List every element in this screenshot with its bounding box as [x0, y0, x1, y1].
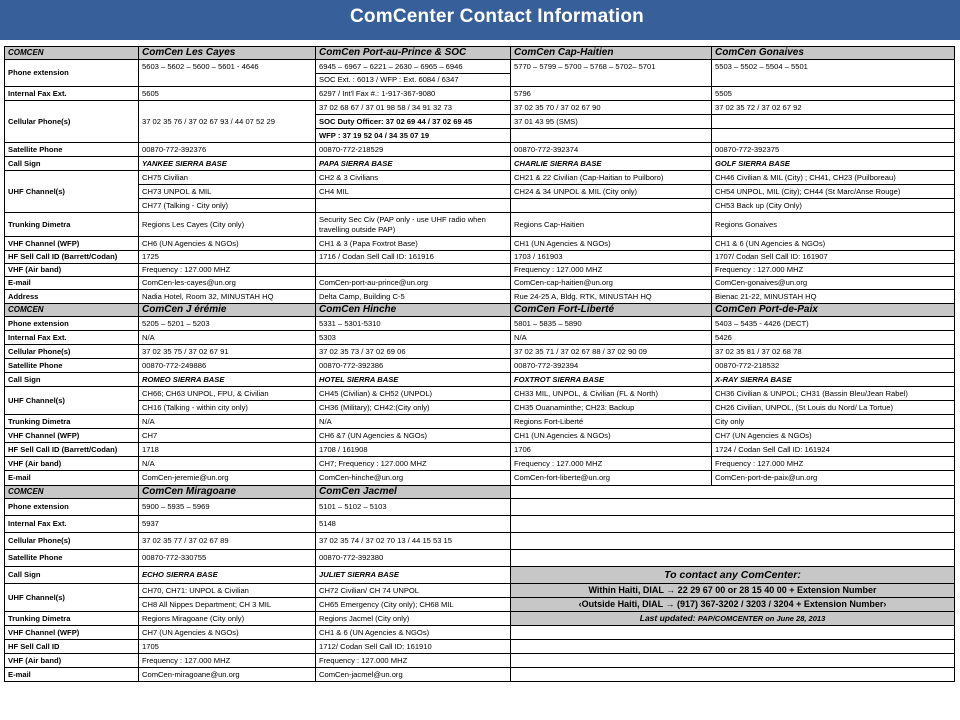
blank-area: [511, 668, 955, 682]
cell: Regions Jacmel (City only): [316, 612, 511, 626]
cell: 1712/ Codan Sell Call ID: 161910: [316, 640, 511, 654]
label-internal-fax: Internal Fax Ext.: [5, 87, 139, 101]
cell: [511, 129, 712, 143]
label-email: E-mail: [5, 277, 139, 290]
email-link[interactable]: ComCen-les-cayes@un.org: [139, 277, 316, 290]
cell: SOC Duty Officer: 37 02 69 44 / 37 02 69 45: [316, 115, 511, 129]
label-call-sign: Call Sign: [5, 157, 139, 171]
cell: Frequency : 127.000 MHZ: [139, 264, 316, 277]
cell: CH72 Civilian/ CH 74 UNPOL: [316, 584, 511, 598]
cell: Regions Les Cayes (City only): [139, 213, 316, 237]
blank-area: [511, 486, 955, 499]
cell: CH35 Ouanaminthe; CH23: Backup: [511, 401, 712, 415]
table-row: [5, 264, 955, 277]
cell: ROMEO SIERRA BASE: [139, 373, 316, 387]
table-row: [5, 471, 955, 486]
header-cap-haitien: ComCen Cap-Haitien: [511, 47, 712, 60]
blank-area: [511, 516, 955, 533]
table-row: [5, 199, 955, 213]
cell: CH65 Emergency (City only); CH68 MIL: [316, 598, 511, 612]
cell: 37 02 35 77 / 37 02 67 89: [139, 533, 316, 550]
table-row: [5, 429, 955, 443]
comcen-label: COMCEN: [5, 47, 139, 60]
email-link[interactable]: ComCen-port-de-paix@un.org: [712, 471, 955, 486]
cell: Nadia Hotel, Room 32, MINUSTAH HQ: [139, 290, 316, 304]
contact-outside-haiti: ‹Outside Haiti, DIAL → (917) 367-3202 / 3203 / 3204 + Extension Number›: [511, 598, 955, 612]
cell: Frequency : 127.000 MHZ: [511, 264, 712, 277]
cell: 1724 / Codan Sell Call ID: 161924: [712, 443, 955, 457]
table-row: [5, 359, 955, 373]
table-row: [5, 237, 955, 251]
label-cellular: Cellular Phone(s): [5, 101, 139, 143]
cell: 37 02 68 67 / 37 01 98 58 / 34 91 32 73: [316, 101, 511, 115]
table-row: [5, 373, 955, 387]
cell: 5148: [316, 516, 511, 533]
cell: 5796: [511, 87, 712, 101]
cell: 37 02 35 76 / 37 02 67 93 / 44 07 52 29: [139, 101, 316, 143]
cell: 5101 – 5102 – 5103: [316, 499, 511, 516]
cell: 5603 – 5602 – 5600 – 5601 - 4646: [139, 60, 316, 87]
cell: CH4 MIL: [316, 185, 511, 199]
cell: Frequency : 127.000 MHZ: [712, 264, 955, 277]
cell: [511, 199, 712, 213]
cell: CH36 Civilian & UNPOL; CH31 (Bassin Bleu/Jean Rabel): [712, 387, 955, 401]
cell: 1718: [139, 443, 316, 457]
cell: Frequency : 127.000 MHZ: [511, 457, 712, 471]
blank-area: [511, 550, 955, 567]
blank-area: [511, 533, 955, 550]
header-les-cayes: ComCen Les Cayes: [139, 47, 316, 60]
cell: 00870-772-392380: [316, 550, 511, 567]
cell: CH7; Frequency : 127.000 MHZ: [316, 457, 511, 471]
cell: 00870-772-392376: [139, 143, 316, 157]
label-vhf-wfp: VHF Channel (WFP): [5, 626, 139, 640]
table-row: [5, 584, 955, 598]
cell: PAPA SIERRA BASE: [316, 157, 511, 171]
cell: HOTEL SIERRA BASE: [316, 373, 511, 387]
header-fort-liberte: ComCen Fort-Liberté: [511, 304, 712, 317]
cell: Regions Gonaives: [712, 213, 955, 237]
cell: 5303: [316, 331, 511, 345]
cell: 5605: [139, 87, 316, 101]
cell: CH33 MIL, UNPOL, & Civilian (FL & North): [511, 387, 712, 401]
label-vhf-air: VHF (Air band): [5, 457, 139, 471]
block3-header-row: [5, 486, 955, 499]
cell: Regions Cap-Haitien: [511, 213, 712, 237]
title-banner: [0, 0, 960, 40]
email-link[interactable]: ComCen-hinche@un.org: [316, 471, 511, 486]
cell: Regions Fort-Liberté: [511, 415, 712, 429]
label-satellite: Satellite Phone: [5, 550, 139, 567]
label-satellite: Satellite Phone: [5, 143, 139, 157]
table-row: [5, 185, 955, 199]
cell: 6945 – 6967 – 6221 – 2630 – 6965 – 6946: [316, 60, 511, 74]
email-link[interactable]: ComCen-jacmel@un.org: [316, 668, 511, 682]
cell: 5403 – 5435 - 4426 (DECT): [712, 317, 955, 331]
blank-area: [511, 640, 955, 654]
cell: 1708 / 161908: [316, 443, 511, 457]
comcen-label: COMCEN: [5, 304, 139, 317]
contact-box-title: To contact any ComCenter:: [511, 567, 955, 584]
table-row: [5, 317, 955, 331]
label-hf: HF Sell Call ID (Barrett/Codan): [5, 443, 139, 457]
cell: 00870-772-392386: [316, 359, 511, 373]
cell: CH53 Back up (City Only): [712, 199, 955, 213]
cell: CH77 (Talking - City only): [139, 199, 316, 213]
table-row: [5, 415, 955, 429]
label-hf: HF Sell Call ID (Barrett/Codan): [5, 251, 139, 264]
label-trunking: Trunking Dimetra: [5, 415, 139, 429]
table-row: [5, 143, 955, 157]
cell: 00870-772-249886: [139, 359, 316, 373]
header-port-au-prince: ComCen Port-au-Prince & SOC: [316, 47, 511, 60]
label-vhf-air: VHF (Air band): [5, 264, 139, 277]
label-call-sign: Call Sign: [5, 373, 139, 387]
label-uhf: UHF Channel(s): [5, 387, 139, 415]
table-row: [5, 401, 955, 415]
table-row: [5, 550, 955, 567]
label-vhf-wfp: VHF Channel (WFP): [5, 237, 139, 251]
label-call-sign: Call Sign: [5, 567, 139, 584]
cell: CH1 (UN Agencies & NGOs): [511, 429, 712, 443]
cell: 37 02 35 74 / 37 02 70 13 / 44 15 53 15: [316, 533, 511, 550]
cell: CH6 &7 (UN Agencies & NGOs): [316, 429, 511, 443]
cell: N/A: [139, 415, 316, 429]
cell: CH24 & 34 UNPOL & MIL (City only): [511, 185, 712, 199]
label-phone-extension: Phone extension: [5, 60, 139, 87]
cell: CH70, CH71: UNPOL & Civilian: [139, 584, 316, 598]
cell: 1716 / Codan Sell Call ID: 161916: [316, 251, 511, 264]
cell: 00870-772-218529: [316, 143, 511, 157]
cell: N/A: [511, 331, 712, 345]
cell: Delta Camp, Building C-5: [316, 290, 511, 304]
cell: CH6 (UN Agencies & NGOs): [139, 237, 316, 251]
email-link[interactable]: ComCen-port-au-prince@un.org: [316, 277, 511, 290]
cell: Frequency : 127.000 MHZ: [316, 654, 511, 668]
cell: CH45 (Civilian) & CH52 (UNPOL): [316, 387, 511, 401]
table-row: [5, 626, 955, 640]
label-phone-extension: Phone extension: [5, 317, 139, 331]
cell: 6297 / Int'l Fax #.: 1-917-367-9080: [316, 87, 511, 101]
cell: 00870-772-218532: [712, 359, 955, 373]
cell: 37 01 43 95 (SMS): [511, 115, 712, 129]
cell: 5770 – 5799 – 5700 – 5768 – 5702– 5701: [511, 60, 712, 87]
cell: CH54 UNPOL, MIL (City); CH44 (St Marc/Anse Rouge): [712, 185, 955, 199]
table-row: [5, 612, 955, 626]
label-trunking: Trunking Dimetra: [5, 213, 139, 237]
header-hinche: ComCen Hinche: [316, 304, 511, 317]
cell: N/A: [316, 415, 511, 429]
cell: CH73 UNPOL & MIL: [139, 185, 316, 199]
table-row: [5, 345, 955, 359]
table-row: [5, 640, 955, 654]
table-row: [5, 157, 955, 171]
cell: 1705: [139, 640, 316, 654]
cell: [316, 213, 511, 237]
cell: 5900 – 5935 – 5969: [139, 499, 316, 516]
cell: 00870-772-392375: [712, 143, 955, 157]
cell: 5503 – 5502 – 5504 – 5501: [712, 60, 955, 87]
trunking-pap-line2: travelling outside PAP): [319, 224, 396, 234]
email-link[interactable]: ComCen-miragoane@un.org: [139, 668, 316, 682]
table-row: [5, 499, 955, 516]
cell: CH75 Civilian: [139, 171, 316, 185]
label-vhf-wfp: VHF Channel (WFP): [5, 429, 139, 443]
label-email: E-mail: [5, 668, 139, 682]
label-uhf: UHF Channel(s): [5, 584, 139, 612]
header-gonaives: ComCen Gonaives: [712, 47, 955, 60]
cell: JULIET SIERRA BASE: [316, 567, 511, 584]
blank-area: [511, 499, 955, 516]
cell: 5937: [139, 516, 316, 533]
table-row: [5, 443, 955, 457]
cell: SOC Ext. : 6013 / WFP : Ext. 6084 / 6347: [316, 74, 511, 87]
cell: FOXTROT SIERRA BASE: [511, 373, 712, 387]
cell: 37 02 35 71 / 37 02 67 88 / 37 02 90 09: [511, 345, 712, 359]
cell: CH2 & 3 Civilians: [316, 171, 511, 185]
cell: Frequency : 127.000 MHZ: [139, 654, 316, 668]
cell: 00870-772-330755: [139, 550, 316, 567]
cell: CH7 (UN Agencies & NGOs): [712, 429, 955, 443]
cell: 1703 / 161903: [511, 251, 712, 264]
cell: YANKEE SIERRA BASE: [139, 157, 316, 171]
cell: 5205 – 5201 – 5203: [139, 317, 316, 331]
header-jacmel: ComCen Jacmel: [316, 486, 511, 499]
table-row: [5, 87, 955, 101]
label-satellite: Satellite Phone: [5, 359, 139, 373]
cell: CH36 (Military); CH42:(City only): [316, 401, 511, 415]
table-row: [5, 654, 955, 668]
last-updated: [511, 612, 955, 626]
label-internal-fax: Internal Fax Ext.: [5, 331, 139, 345]
comcen-label: COMCEN: [5, 486, 139, 499]
email-link[interactable]: ComCen-gonaives@un.org: [712, 277, 955, 290]
label-email: E-mail: [5, 471, 139, 486]
cell: Regions Miragoane (City only): [139, 612, 316, 626]
cell: CH26 Civilian, UNPOL, (St Louis du Nord/ La Tortue): [712, 401, 955, 415]
last-updated-value: PAP/COMCENTER on June 28, 2013: [697, 614, 826, 624]
table-row: [5, 457, 955, 471]
block2-header-row: [5, 304, 955, 317]
cell: CH66; CH63 UNPOL, FPU, & Civilian: [139, 387, 316, 401]
cell: City only: [712, 415, 955, 429]
cell: CH1 (UN Agencies & NGOs): [511, 237, 712, 251]
cell: Rue 24-25 A, Bldg. RTK, MINUSTAH HQ: [511, 290, 712, 304]
cell: [712, 115, 955, 129]
cell: 37 02 35 81 / 37 02 68 78: [712, 345, 955, 359]
cell: 1725: [139, 251, 316, 264]
block1-header-row: [5, 47, 955, 60]
table-row: [5, 60, 955, 74]
table-row: [5, 516, 955, 533]
table-row: [5, 277, 955, 290]
label-vhf-air: VHF (Air band): [5, 654, 139, 668]
email-link[interactable]: ComCen-jeremie@un.org: [139, 471, 316, 486]
header-jeremie: ComCen J érémie: [139, 304, 316, 317]
label-phone-extension: Phone extension: [5, 499, 139, 516]
table-row: [5, 290, 955, 304]
cell: WFP : 37 19 52 04 / 34 35 07 19: [316, 129, 511, 143]
cell: GOLF SIERRA BASE: [712, 157, 955, 171]
header-port-de-paix: ComCen Port-de-Paix: [712, 304, 955, 317]
label-trunking: Trunking Dimetra: [5, 612, 139, 626]
cell: 5331 – 5301-5310: [316, 317, 511, 331]
cell: Frequency : 127.000 MHZ: [712, 457, 955, 471]
email-link[interactable]: ComCen-cap-haitien@un.org: [511, 277, 712, 290]
table-row: [5, 387, 955, 401]
table-row: [5, 331, 955, 345]
cell: 1706: [511, 443, 712, 457]
table-row: [5, 251, 955, 264]
cell: 5505: [712, 87, 955, 101]
blank-area: [511, 654, 955, 668]
blank-area: [511, 626, 955, 640]
cell: CH7: [139, 429, 316, 443]
label-uhf: UHF Channel(s): [5, 171, 139, 213]
cell: 37 02 35 73 / 37 02 69 06: [316, 345, 511, 359]
table-row: [5, 171, 955, 185]
cell: 00870-772-392374: [511, 143, 712, 157]
contact-within-haiti: Within Haiti, DIAL → 22 29 67 00 or 28 15 40 00 + Extension Number: [511, 584, 955, 598]
label-internal-fax: Internal Fax Ext.: [5, 516, 139, 533]
cell: X-RAY SIERRA BASE: [712, 373, 955, 387]
cell: CH1 & 6 (UN Agencies & NGOs): [712, 237, 955, 251]
cell: 5426: [712, 331, 955, 345]
cell: 37 02 35 75 / 37 02 67 91: [139, 345, 316, 359]
cell: [712, 129, 955, 143]
table-row: [5, 213, 955, 237]
cell: CH21 & 22 Civilian (Cap-Haitian to Puilboro): [511, 171, 712, 185]
cell: 37 02 35 70 / 37 02 67 90: [511, 101, 712, 115]
table-row: [5, 598, 955, 612]
contact-table: [4, 46, 955, 682]
cell: CH16 (Talking - within city only): [139, 401, 316, 415]
cell: 1707/ Codan Sell Call ID: 161907: [712, 251, 955, 264]
page-title: ComCenter Contact Information: [350, 6, 644, 27]
cell: 00870-772-392394: [511, 359, 712, 373]
cell: [316, 199, 511, 213]
table-row: [5, 668, 955, 682]
table-row: [5, 567, 955, 584]
cell: CH8 All Nippes Department; CH 3 MIL: [139, 598, 316, 612]
cell: CH46 Civilian & MIL (City) ; CH41, CH23 (Puilboreau): [712, 171, 955, 185]
cell: Bienac 21-22, MINUSTAH HQ: [712, 290, 955, 304]
cell: ECHO SIERRA BASE: [139, 567, 316, 584]
cell: [316, 264, 511, 277]
cell: CH1 & 3 (Papa Foxtrot Base): [316, 237, 511, 251]
table-row: [5, 533, 955, 550]
cell: 37 02 35 72 / 37 02 67 92: [712, 101, 955, 115]
trunking-pap-line1: Security Sec Civ (PAP only - use UHF radio when: [319, 215, 486, 225]
cell: CH1 & 6 (UN Agencies & NGOs): [316, 626, 511, 640]
table-row: [5, 101, 955, 115]
cell: 5801 – 5835 – 5890: [511, 317, 712, 331]
email-link[interactable]: ComCen-fort-liberte@un.org: [511, 471, 712, 486]
last-updated-label: Last updated:: [639, 613, 698, 624]
label-address: Address: [5, 290, 139, 304]
cell: N/A: [139, 331, 316, 345]
cell: CHARLIE SIERRA BASE: [511, 157, 712, 171]
cell: CH7 (UN Agencies & NGOs): [139, 626, 316, 640]
label-cellular: Cellular Phone(s): [5, 345, 139, 359]
header-miragoane: ComCen Miragoane: [139, 486, 316, 499]
label-hf: HF Sell Call ID: [5, 640, 139, 654]
label-cellular: Cellular Phone(s): [5, 533, 139, 550]
cell: N/A: [139, 457, 316, 471]
